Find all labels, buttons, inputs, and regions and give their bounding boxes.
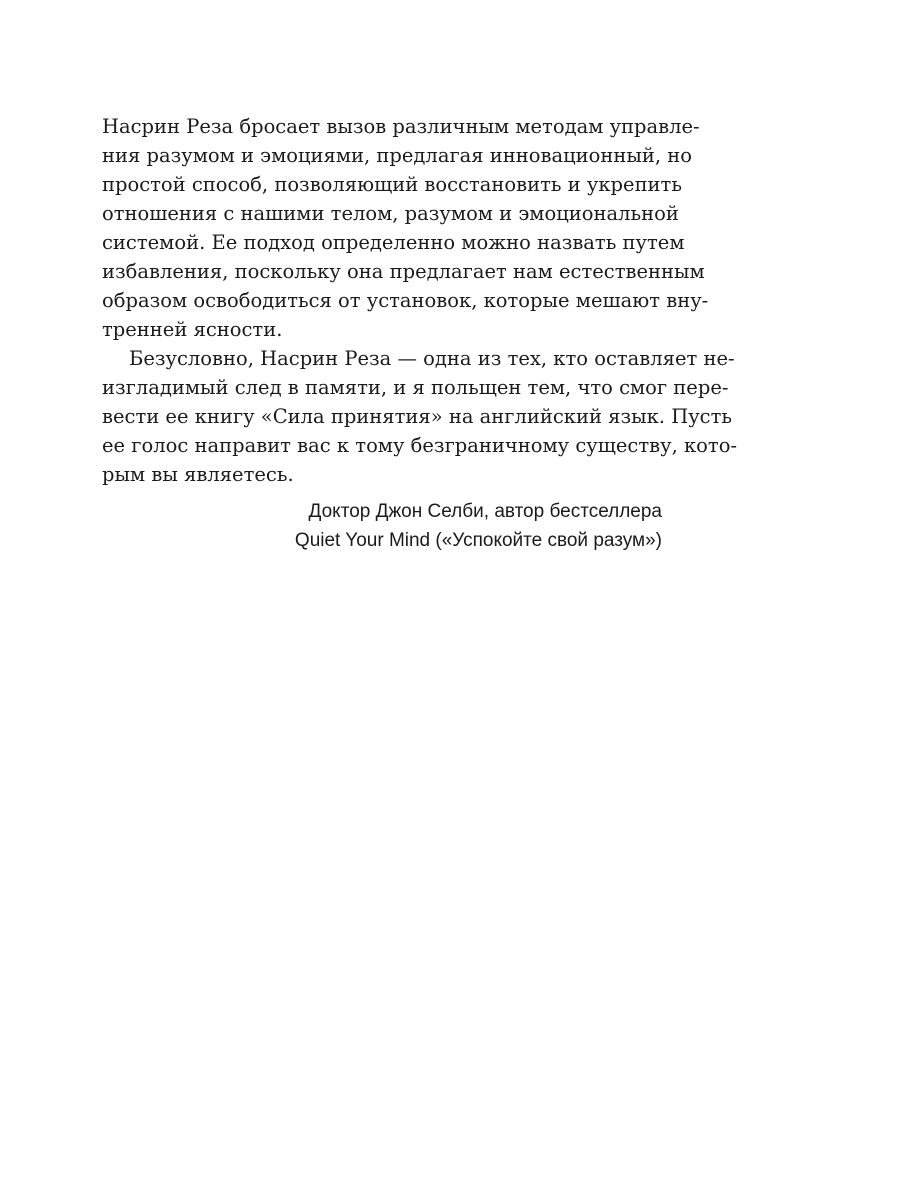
paragraph-line: рым вы являетесь. <box>102 463 294 486</box>
paragraph-line: изгладимый след в памяти, и я польщен тем, что смог пере- <box>102 376 729 399</box>
paragraph-line: системой. Ее подход определенно можно назвать путем <box>102 231 685 254</box>
paragraph-line: образом освободиться от установок, которые мешают вну- <box>102 289 709 312</box>
text-block <box>102 112 738 555</box>
paragraph-2 <box>102 344 738 489</box>
paragraph-line: отношения с нашими телом, разумом и эмоциональной <box>102 202 679 225</box>
signature-book-line: Quiet Your Mind («Успокойте свой разум») <box>294 530 662 551</box>
author-signature <box>102 497 662 555</box>
paragraph-line: Насрин Реза бросает вызов различным методам управле- <box>102 115 700 138</box>
paragraph-line: вести ее книгу «Сила принятия» на английский язык. Пусть <box>102 405 733 428</box>
paragraph-1 <box>102 112 709 344</box>
paragraph-line: ее голос направит вас к тому безграничному существу, кото- <box>102 434 738 457</box>
paragraph-line: Безусловно, Насрин Реза — одна из тех, кто оставляет не- <box>129 347 735 370</box>
paragraph-line: тренней ясности. <box>102 318 283 341</box>
signature-author-line: Доктор Джон Селби, автор бестселлера <box>308 501 662 522</box>
paragraph-line: ния разумом и эмоциями, предлагая инновационный, но <box>102 144 693 167</box>
paragraph-line: избавления, поскольку она предлагает нам естественным <box>102 260 705 283</box>
paragraph-line: простой способ, позволяющий восстановить и укрепить <box>102 173 682 196</box>
